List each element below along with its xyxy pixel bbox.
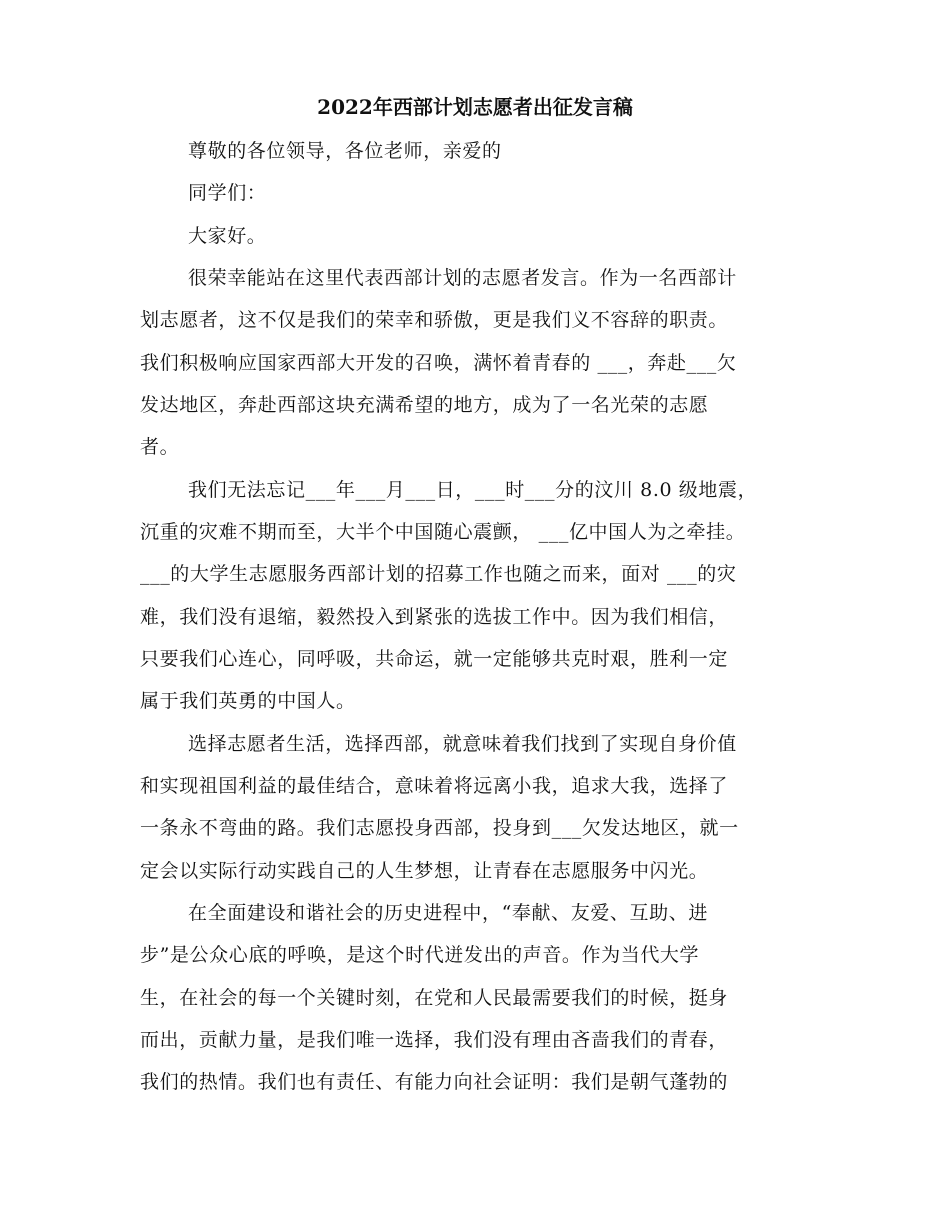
text-line: 我们的热情。我们也有责任、有能力向社会证明：我们是朝气蓬勃的	[140, 1071, 729, 1093]
text-line: 者。	[140, 436, 180, 458]
text-line: 步”是公众心底的呼唤，是这个时代迸发出的声音。作为当代大学	[140, 944, 700, 966]
text-line: 大家好。	[188, 225, 267, 247]
text-line: 难，我们没有退缩，毅然投入到紧张的选拔工作中。因为我们相信，	[140, 606, 729, 628]
text-line: 一条永不弯曲的路。我们志愿投身西部，投身到___欠发达地区，就一	[140, 817, 739, 839]
text-line: 选择志愿者生活，选择西部，就意味着我们找到了实现自身价值	[188, 733, 737, 755]
document-title: 2022年西部计划志愿者出征发言稿	[317, 95, 633, 119]
text-line: 我们无法忘记___年___月___日，___时___分的汶川 8.0 级地震，	[188, 479, 758, 501]
text-line: 而出，贡献力量，是我们唯一选择，我们没有理由吝啬我们的青春，	[140, 1029, 729, 1051]
text-line: 和实现祖国利益的最佳结合，意味着将远离小我，追求大我，选择了	[140, 775, 729, 797]
text-line: 属于我们英勇的中国人。	[140, 690, 356, 712]
text-line: 划志愿者，这不仅是我们的荣幸和骄傲，更是我们义不容辞的职责。	[140, 309, 729, 331]
text-line: 定会以实际行动实践自己的人生梦想，让青春在志愿服务中闪光。	[140, 860, 709, 882]
text-line: 发达地区，奔赴西部这块充满希望的地方，成为了一名光荣的志愿	[140, 394, 709, 416]
text-line: 我们积极响应国家西部大开发的召唤，满怀着青春的 ___，奔赴___欠	[140, 352, 737, 374]
text-line: 生，在社会的每一个关键时刻，在党和人民最需要我们的时候，挺身	[140, 987, 729, 1009]
text-line: 沉重的灾难不期而至，大半个中国随心震颤， ___亿中国人为之牵挂。	[140, 521, 746, 543]
text-line: ___的大学生志愿服务西部计划的招募工作也随之而来，面对 ___的灾	[140, 563, 737, 585]
text-line: 尊敬的各位领导，各位老师，亲爱的	[188, 140, 502, 162]
text-line: 只要我们心连心，同呼吸，共命运，就一定能够共克时艰，胜利一定	[140, 648, 729, 670]
text-line: 在全面建设和谐社会的历史进程中，“奉献、友爱、互助、进	[188, 902, 708, 924]
text-line: 同学们：	[188, 182, 267, 204]
text-line: 很荣幸能站在这里代表西部计划的志愿者发言。作为一名西部计	[188, 267, 737, 289]
